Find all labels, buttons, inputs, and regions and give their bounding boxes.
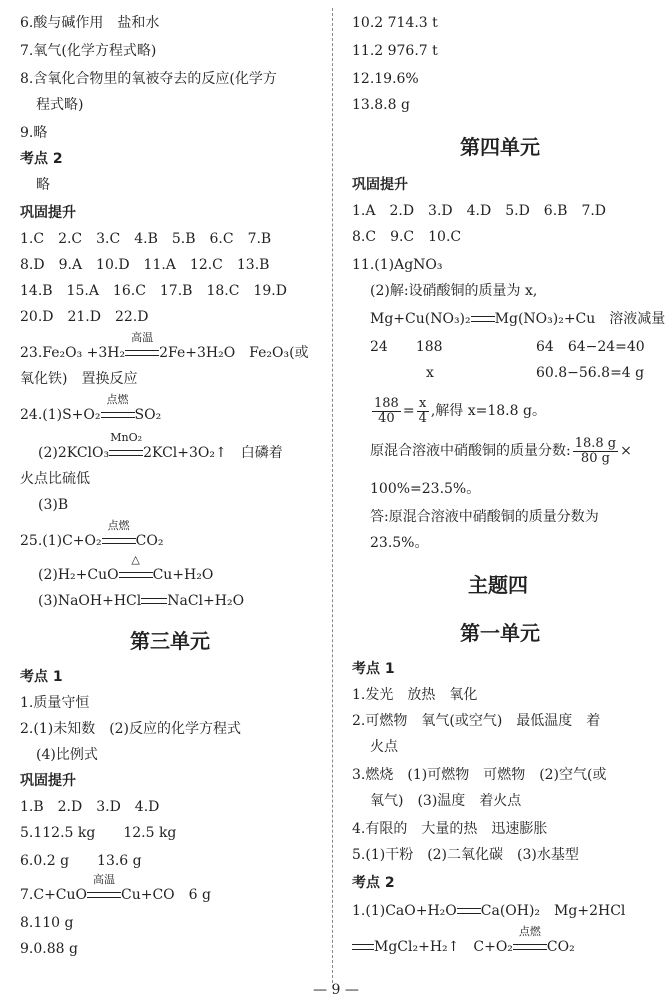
column-divider xyxy=(332,8,333,983)
kaodian-2-heading: 考点 2 xyxy=(20,151,63,167)
kaodian-1-heading-r: 考点 1 xyxy=(352,661,395,677)
u3-answer-2: 5.112.5 kg 12.5 kg xyxy=(20,825,177,841)
q24-line-2: (2)2KClO₃ MnO₂ 2KCl+3O₂↑ 白磷着 xyxy=(38,431,283,461)
answers-row-3: 14.B 15.A 16.C 17.B 18.C 19.D xyxy=(20,283,287,299)
t4-line-2b: 火点 xyxy=(370,739,398,755)
u4-ratio-1b: 64 64−24=40 xyxy=(536,339,645,355)
q24-line-4: (3)B xyxy=(38,497,69,513)
reaction-arrow xyxy=(457,902,481,920)
t4-line-3b: 氧气) (3)温度 着火点 xyxy=(370,793,522,809)
t4-kd2-line-1: 1.(1)CaO+H₂O Ca(OH)₂ Mg+2HCl xyxy=(352,903,626,919)
lue-text: 略 xyxy=(36,177,50,193)
q25-line-3: (3)NaOH+HCl NaCl+H₂O xyxy=(38,593,245,609)
u4-ratio-2a: x xyxy=(426,365,434,381)
answers-row-2: 8.D 9.A 10.D 11.A 12.C 13.B xyxy=(20,257,270,273)
fraction: $\frac{x}{4}$ xyxy=(418,395,427,426)
q23-line-1: 23.Fe₂O₃ +3H₂ 高温 2Fe+3H₂O Fe₂O₃(或 xyxy=(20,331,309,361)
reaction-arrow: 高温 xyxy=(125,344,159,362)
line-8: 8.含氧化合物里的氧被夺去的反应(化学方 xyxy=(20,71,277,87)
reaction-arrow: 点燃 xyxy=(102,532,136,550)
u4-answer-2: 23.5%。 xyxy=(370,535,429,551)
line-7: 7.氧气(化学方程式略) xyxy=(20,43,157,59)
unit-4-title: 第四单元 xyxy=(460,135,540,159)
r-line-11: 11.2 976.7 t xyxy=(352,43,438,59)
fraction: $\frac{188}{40}$ xyxy=(374,395,399,426)
reaction-arrow xyxy=(141,592,167,610)
reaction-arrow: 高温 xyxy=(87,886,121,904)
t4-line-1: 1.发光 放热 氧化 xyxy=(352,687,478,703)
r-line-13: 13.8.8 g xyxy=(352,97,410,113)
reaction-arrow: 点燃 xyxy=(101,406,135,424)
fraction: $\frac{18.8 g}{80 g}$ xyxy=(574,435,617,466)
reaction-arrow: MnO₂ xyxy=(109,444,143,462)
line-6: 6.酸与碱作用 盐和水 xyxy=(20,15,160,31)
gonggu-heading: 巩固提升 xyxy=(20,205,76,221)
u4-q11-1: 11.(1)AgNO₃ xyxy=(352,257,443,273)
kaodian-2-heading-r: 考点 2 xyxy=(352,875,395,891)
reaction-arrow xyxy=(352,938,374,956)
t4-line-3: 3.燃烧 (1)可燃物 可燃物 (2)空气(或 xyxy=(352,767,607,783)
u3-line-2: 2.(1)未知数 (2)反应的化学方程式 xyxy=(20,721,242,737)
t4-line-5: 5.(1)干粉 (2)二氧化碳 (3)水基型 xyxy=(352,847,579,863)
u4-answers-1: 1.A 2.D 3.D 4.D 5.D 6.B 7.D xyxy=(352,203,607,219)
page-number: — 9 — xyxy=(313,982,359,998)
u4-equation: Mg+Cu(NO₃)₂ Mg(NO₃)₂+Cu 溶液减量 xyxy=(370,311,666,327)
u4-percent: 100%=23.5%。 xyxy=(370,481,481,497)
q24-line-3: 火点比硫低 xyxy=(20,471,90,487)
u3-line-3: (4)比例式 xyxy=(36,747,98,763)
q25-line-2: (2)H₂+CuO △ Cu+H₂O xyxy=(38,553,214,583)
u4-answers-2: 8.C 9.C 10.C xyxy=(352,229,462,245)
reaction-arrow: △ xyxy=(119,566,153,584)
u4-ratio-1a: 24 188 xyxy=(370,339,443,355)
reaction-arrow xyxy=(471,310,495,328)
answers-row-4: 20.D 21.D 22.D xyxy=(20,309,149,325)
unit-1-title: 第一单元 xyxy=(460,621,540,645)
q24-line-1: 24.(1)S+O₂ 点燃 SO₂ xyxy=(20,393,162,423)
u4-fraction-line: 原混合溶液中硝酸铜的质量分数: $\frac{18.8 g}{80 g}$ × xyxy=(370,435,632,466)
u4-solve: $\frac{188}{40}$ = $\frac{x}{4}$ ,解得 x=18.8 g。 xyxy=(374,395,546,426)
q25-line-1: 25.(1)C+O₂ 点燃 CO₂ xyxy=(20,519,164,549)
u3-answer-3: 6.0.2 g 13.6 g xyxy=(20,853,142,869)
u4-q11-2: (2)解:设硝酸铜的质量为 x, xyxy=(370,283,538,299)
u4-ratio-2b: 60.8−56.8=4 g xyxy=(536,365,645,381)
r-line-10: 10.2 714.3 t xyxy=(352,15,438,31)
line-9: 9.略 xyxy=(20,125,48,141)
u3-answer-5: 8.110 g xyxy=(20,915,74,931)
u3-answer-6: 9.0.88 g xyxy=(20,941,78,957)
answers-row-1: 1.C 2.C 3.C 4.B 5.B 6.C 7.B xyxy=(20,231,272,247)
line-8-cont: 程式略) xyxy=(36,97,84,113)
u3-line-1: 1.质量守恒 xyxy=(20,695,90,711)
t4-kd2-line-2: MgCl₂+H₂↑ C+O₂ 点燃 CO₂ xyxy=(352,938,575,956)
gonggu-heading-r: 巩固提升 xyxy=(352,177,408,193)
r-line-12: 12.19.6% xyxy=(352,71,419,87)
u4-answer: 答:原混合溶液中硝酸铜的质量分数为 xyxy=(370,509,599,525)
reaction-arrow: 点燃 xyxy=(513,938,547,956)
u3-answer-1: 1.B 2.D 3.D 4.D xyxy=(20,799,160,815)
theme-4-title: 主题四 xyxy=(468,573,528,597)
q23-line-2: 氧化铁) 置换反应 xyxy=(20,371,138,387)
t4-line-2: 2.可燃物 氧气(或空气) 最低温度 着 xyxy=(352,713,601,729)
u3-answer-4: 7.C+CuO 高温 Cu+CO 6 g xyxy=(20,873,211,903)
unit-3-title: 第三单元 xyxy=(130,629,210,653)
t4-line-4: 4.有限的 大量的热 迅速膨胀 xyxy=(352,821,548,837)
kaodian-1-heading: 考点 1 xyxy=(20,669,63,685)
gonggu-heading-2: 巩固提升 xyxy=(20,773,76,789)
